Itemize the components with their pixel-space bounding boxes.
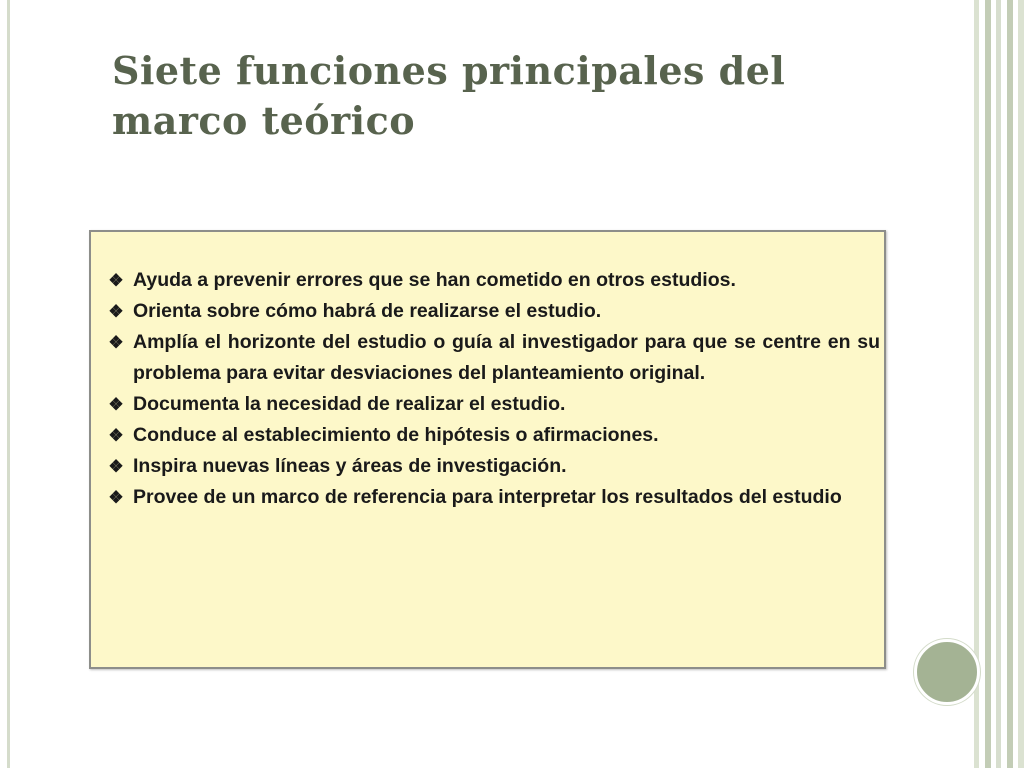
right-decorative-bar [996, 0, 1001, 768]
decorative-circle [914, 639, 980, 705]
four-diamond-bullet-icon: ❖ [108, 302, 124, 321]
four-diamond-bullet-icon: ❖ [108, 395, 124, 414]
left-decorative-rule [7, 0, 10, 768]
list-item-text: Conduce al establecimiento de hipótesis o afirmaciones. [133, 424, 659, 446]
list-item [105, 265, 880, 296]
list-item [105, 327, 880, 389]
list-item [105, 420, 880, 451]
right-decorative-bar [974, 0, 979, 768]
right-decorative-bar [1007, 0, 1013, 768]
list-item-text: Orienta sobre cómo habrá de realizarse el estudio. [133, 300, 602, 322]
list-item [105, 296, 880, 327]
list-item-text: Amplía el horizonte del estudio o guía al investigador para que se centre en su problema para evitar desviaciones del planteamiento original. [133, 331, 880, 384]
list-item-text: Inspira nuevas líneas y áreas de investigación. [133, 455, 567, 477]
right-decorative-bar [1018, 0, 1024, 768]
list-item-text: Documenta la necesidad de realizar el estudio. [133, 393, 566, 415]
four-diamond-bullet-icon: ❖ [108, 333, 124, 352]
content-box [89, 230, 886, 669]
list-item-text: Provee de un marco de referencia para interpretar los resultados del estudio [133, 486, 842, 508]
slide-title: Siete funciones principales del marco teórico [112, 48, 786, 143]
list-item [105, 482, 880, 513]
four-diamond-bullet-icon: ❖ [108, 426, 124, 445]
four-diamond-bullet-icon: ❖ [108, 271, 124, 290]
list-item [105, 451, 880, 482]
four-diamond-bullet-icon: ❖ [108, 488, 124, 507]
right-decorative-bar [985, 0, 991, 768]
four-diamond-bullet-icon: ❖ [108, 457, 124, 476]
list-item-text: Ayuda a prevenir errores que se han cometido en otros estudios. [133, 269, 736, 291]
bullet-list [105, 265, 880, 513]
list-item [105, 389, 880, 420]
